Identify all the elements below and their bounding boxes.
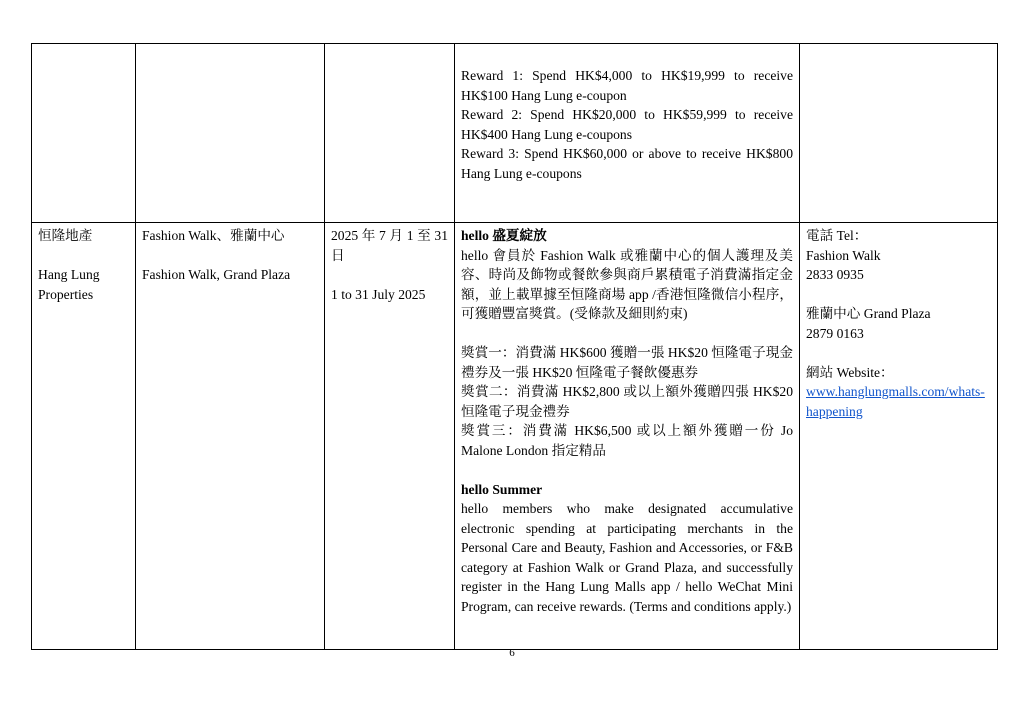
promotions-table xyxy=(31,43,998,650)
mall-cell xyxy=(136,223,325,650)
mall-name-en: Fashion Walk, Grand Plaza xyxy=(142,267,291,282)
promo-title-zh: hello 盛夏綻放 xyxy=(461,228,547,243)
fashion-walk-name: Fashion Walk xyxy=(806,247,881,263)
page-number: 6 xyxy=(509,647,515,659)
website-link[interactable]: www.hanglungmalls.com/whats-happening xyxy=(806,384,985,419)
date-zh: 2025 年 7 月 1 至 31 日 xyxy=(331,228,448,263)
company-name-zh: 恒隆地產 xyxy=(38,228,93,243)
reward-zh-3: 獎賞三：消費滿 HK$6,500 或以上額外獲贈一份 Jo Malone London 指定精品 xyxy=(461,423,793,458)
mall-name-zh: Fashion Walk、雅蘭中心 xyxy=(142,228,285,243)
company-cell xyxy=(32,44,136,223)
mall-cell xyxy=(136,44,325,223)
reward-zh-1: 獎賞一：消費滿 HK$600 獲贈一張 HK$20 恒隆電子現金禮券及一張 HK$20 恒隆電子餐飲優惠券 xyxy=(461,345,793,380)
grand-plaza-name: 雅蘭中心 Grand Plaza xyxy=(806,306,931,321)
reward-en-1: Reward 1: Spend HK$4,000 to HK$19,999 to receive HK$100 Hang Lung e-coupon xyxy=(461,68,793,103)
date-cell xyxy=(325,223,455,650)
promo-desc-en: hello members who make designated accumulative electronic spending at participating merchants in the Personal Care and Beauty, Fashion and Accessories, or F&B category at Fashion Walk or Grand Plaza, and successfully register in the Hang Lung Malls app / hello WeChat Mini Program, can receive rewards. (Terms and conditions apply.) xyxy=(461,501,793,614)
promo-desc-zh: hello 會員於 Fashion Walk 或雅蘭中心的個人護理及美容、時尚及飾物或餐飲參與商戶累積電子消費滿指定金額，並上載單據至恒隆商場 app /香港恒隆微信小程序，可獲贈豐富獎賞。(受條款及細則約束) xyxy=(461,247,793,321)
grand-plaza-phone: 2879 0163 xyxy=(806,325,864,341)
table-row xyxy=(32,223,998,650)
website-label: 網站 Website： xyxy=(806,364,894,380)
description-cell xyxy=(455,223,800,650)
tel-label: 電話 Tel： xyxy=(806,228,868,243)
table-row xyxy=(32,44,998,223)
reward-zh-2: 獎賞二：消費滿 HK$2,800 或以上額外獲贈四張 HK$20 恒隆電子現金禮券 xyxy=(461,384,793,419)
company-name-en: Hang Lung Properties xyxy=(38,267,100,302)
date-en: 1 to 31 July 2025 xyxy=(331,286,426,302)
fashion-walk-phone: 2833 0935 xyxy=(806,267,864,282)
company-cell xyxy=(32,223,136,650)
contact-cell xyxy=(800,44,998,223)
reward-en-3: Reward 3: Spend HK$60,000 or above to receive HK$800 Hang Lung e-coupons xyxy=(461,146,793,181)
promo-title-en: hello Summer xyxy=(461,481,543,497)
contact-cell xyxy=(800,223,998,650)
reward-en-2: Reward 2: Spend HK$20,000 to HK$59,999 to receive HK$400 Hang Lung e-coupons xyxy=(461,107,793,142)
date-cell xyxy=(325,44,455,223)
description-cell xyxy=(455,44,800,223)
